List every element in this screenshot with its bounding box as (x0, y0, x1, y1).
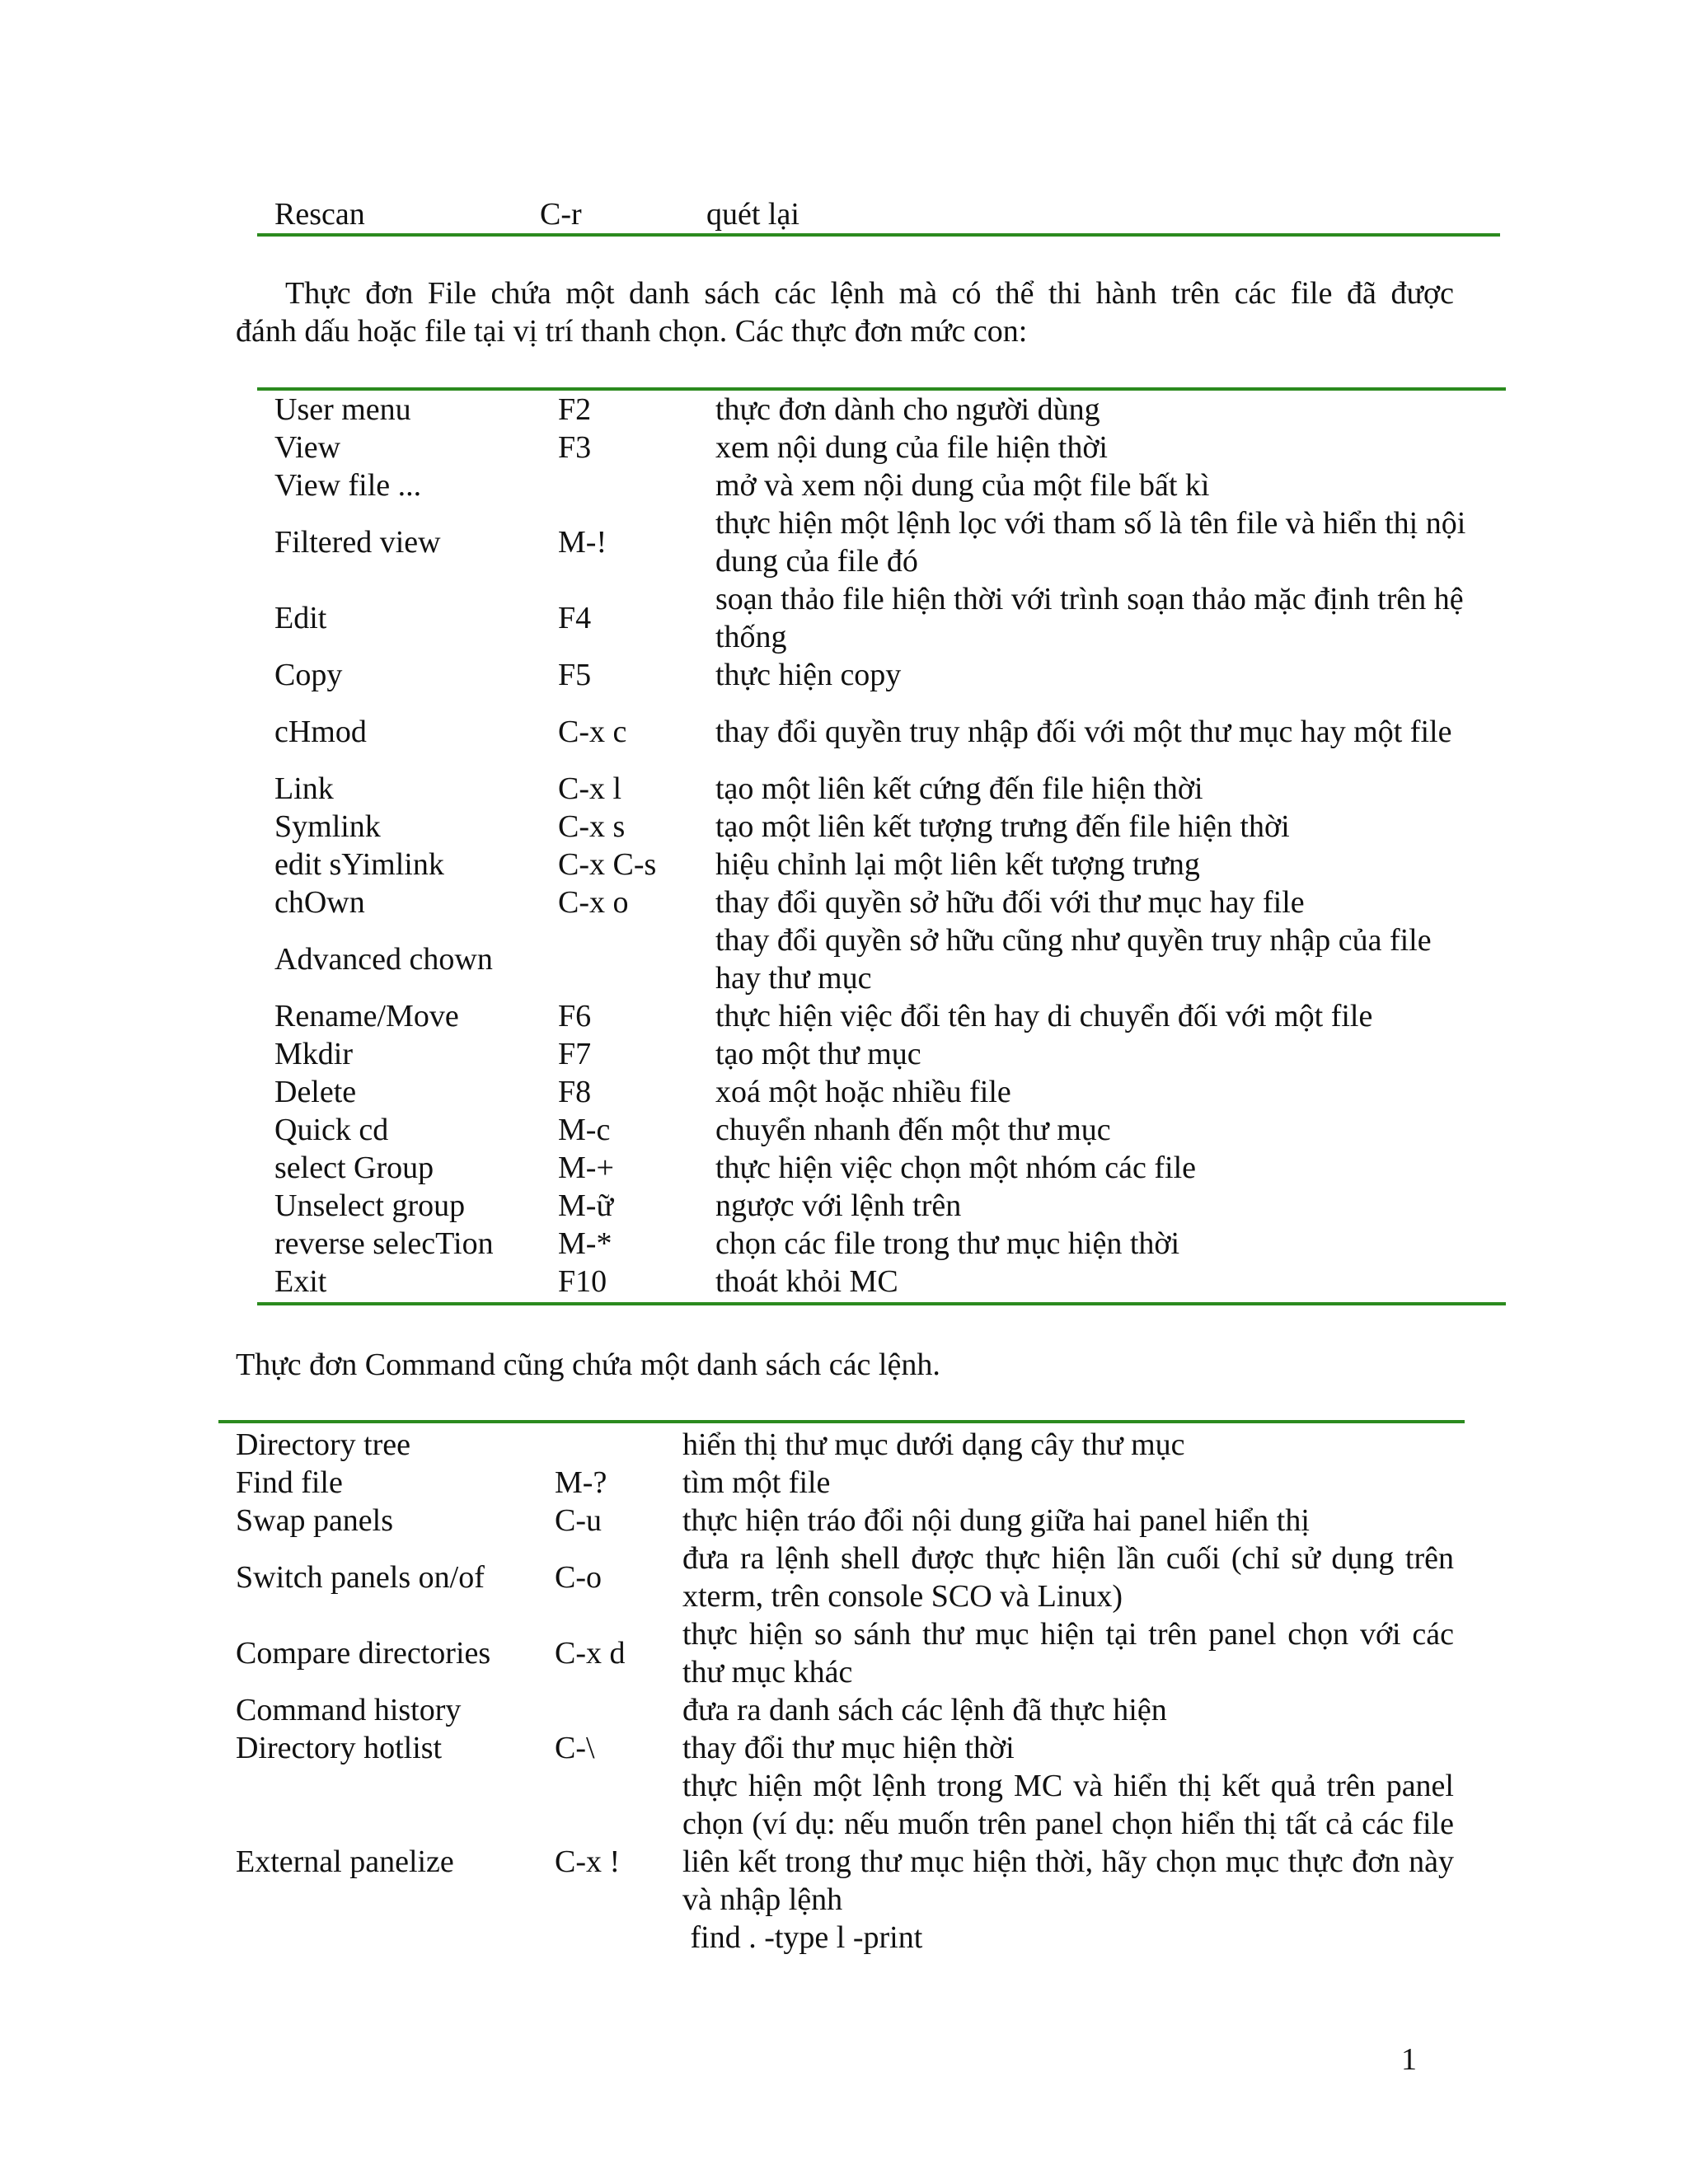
description-text: thực đơn dành cho người dùng (715, 392, 1100, 427)
description-text: soạn thảo file hiện thời với trình soạn thảo mặc định trên hệ thống (715, 582, 1464, 654)
command-description (715, 580, 1470, 656)
shortcut-key: C-x s (558, 809, 626, 844)
command-name: Compare directories (236, 1636, 491, 1671)
table-row (274, 1263, 1470, 1301)
table-row (274, 504, 1470, 580)
shortcut-key: M-c (558, 1113, 611, 1147)
shortcut-key: C-x ! (555, 1844, 621, 1879)
shortcut-key: C-x c (558, 715, 627, 749)
description-text: thay đổi thư mục hiện thời (682, 1731, 1015, 1765)
rescan-row (274, 194, 1494, 234)
file-menu-table (274, 391, 1470, 1301)
description-text: tìm một file (682, 1465, 831, 1500)
table-row (274, 391, 1470, 429)
command-description (682, 1615, 1454, 1691)
command-name: Filtered view (274, 525, 441, 560)
command-name: Edit (274, 601, 327, 635)
description-text: thực hiện so sánh thư mục hiện tại trên panel chọn với các thư mục khác (682, 1617, 1454, 1690)
table-row (274, 1149, 1470, 1187)
table-row (236, 1729, 1454, 1767)
table-row (274, 656, 1470, 694)
shortcut-key: C-x d (555, 1636, 626, 1671)
command-description (682, 1426, 1454, 1464)
command-name: View file ... (274, 468, 422, 503)
command-name: Quick cd (274, 1113, 389, 1147)
command-description (715, 1187, 1470, 1225)
shortcut-key: M-* (558, 1226, 612, 1261)
rescan-key: C-r (540, 197, 582, 232)
command-name: External panelize (236, 1844, 454, 1879)
table-row (274, 997, 1470, 1035)
command-description (715, 808, 1470, 846)
shortcut-key: F2 (558, 392, 592, 427)
command-description (715, 1149, 1470, 1187)
description-text: chọn các file trong thư mục hiện thời (715, 1226, 1180, 1261)
description-text: mở và xem nội dung của một file bất kì (715, 468, 1210, 503)
table-row (274, 1187, 1470, 1225)
table-row (274, 1111, 1470, 1149)
page-number: 1 (1401, 2042, 1417, 2077)
command-description (715, 1035, 1470, 1073)
shortcut-key: F4 (558, 601, 592, 635)
command-name: Delete (274, 1075, 357, 1109)
description-text: đưa ra danh sách các lệnh đã thực hiện (682, 1693, 1167, 1727)
table-row (274, 1035, 1470, 1073)
command-description (715, 883, 1470, 921)
rule-file-table-bottom (257, 1302, 1506, 1305)
description-text: thực hiện copy (715, 658, 902, 692)
shortcut-key: F6 (558, 999, 592, 1033)
table-row (274, 883, 1470, 921)
command-name: Find file (236, 1465, 343, 1500)
description-text: đưa ra lệnh shell được thực hiện lần cuối (chỉ sử dụng trên xterm, trên console SCO và Linux) (682, 1541, 1454, 1614)
description-text: xoá một hoặc nhiều file (715, 1075, 1011, 1109)
table-row (236, 1540, 1454, 1615)
table-row (274, 694, 1470, 770)
table-row (274, 846, 1470, 883)
command-name: Exit (274, 1264, 327, 1299)
shortcut-key: M-? (555, 1465, 607, 1500)
description-text: tạo một liên kết cứng đến file hiện thời (715, 771, 1203, 806)
command-description (682, 1767, 1454, 1957)
command-description (715, 846, 1470, 883)
description-text: thay đổi quyền sở hữu đối với thư mục hay file (715, 885, 1305, 920)
description-text: thực hiện tráo đổi nội dung giữa hai panel hiển thị (682, 1503, 1310, 1538)
command-menu-intro: Thực đơn Command cũng chứa một danh sách các lệnh. (236, 1347, 940, 1382)
file-menu-intro-line1: Thực đơn File chứa một danh sách các lệnh mà có thể thi hành trên các file đã được (285, 276, 1454, 311)
description-text: thực hiện việc chọn một nhóm các file (715, 1151, 1197, 1185)
command-name: Rename/Move (274, 999, 459, 1033)
command-name: Symlink (274, 809, 381, 844)
table-row (236, 1426, 1454, 1464)
command-name: Directory tree (236, 1427, 411, 1462)
command-name: User menu (274, 392, 411, 427)
shortcut-key: M-ữ (558, 1188, 614, 1223)
command-description (682, 1729, 1454, 1767)
shortcut-key: F7 (558, 1037, 592, 1071)
command-description (715, 1073, 1470, 1111)
table-row (236, 1502, 1454, 1540)
table-row (274, 921, 1470, 997)
command-name: Switch panels on/of (236, 1560, 485, 1595)
table-row (274, 580, 1470, 656)
description-text: tạo một thư mục (715, 1037, 921, 1071)
table-row (274, 1225, 1470, 1263)
command-description (715, 997, 1470, 1035)
description-text: hiệu chỉnh lại một liên kết tượng trưng (715, 847, 1200, 882)
command-description (715, 656, 1470, 694)
command-name: cHmod (274, 715, 367, 749)
rescan-desc: quét lại (706, 197, 799, 232)
shortcut-key: C-x o (558, 885, 629, 920)
command-description (682, 1464, 1454, 1502)
command-menu-table (236, 1426, 1454, 1957)
table-row (274, 429, 1470, 466)
table-row (236, 1615, 1454, 1691)
command-name: chOwn (274, 885, 365, 920)
command-name: Advanced chown (274, 942, 493, 977)
command-name: Directory hotlist (236, 1731, 443, 1765)
description-text: tạo một liên kết tượng trưng đến file hiện thời (715, 809, 1290, 844)
shortcut-key: F3 (558, 430, 592, 465)
shortcut-key: F5 (558, 658, 592, 692)
shortcut-key: F10 (558, 1264, 607, 1299)
table-row (274, 1073, 1470, 1111)
example-command: find . -type l -print (682, 1920, 923, 1955)
description-text: thay đổi quyền truy nhập đối với một thư mục hay một file (715, 715, 1452, 749)
command-description (715, 504, 1470, 580)
command-description (715, 429, 1470, 466)
command-description (715, 1225, 1470, 1263)
command-name: select Group (274, 1151, 434, 1185)
command-description (682, 1540, 1454, 1615)
rule-under-rescan (257, 233, 1500, 237)
command-description (682, 1691, 1454, 1729)
command-name: Mkdir (274, 1037, 353, 1071)
command-description (682, 1502, 1454, 1540)
table-row (236, 1464, 1454, 1502)
command-description (715, 1111, 1470, 1149)
command-name: Copy (274, 658, 343, 692)
command-name: Link (274, 771, 334, 806)
description-text: thực hiện một lệnh lọc với tham số là tên file và hiển thị nội dung của file đó (715, 506, 1466, 579)
shortcut-key: C-x l (558, 771, 622, 806)
shortcut-key: M-+ (558, 1151, 614, 1185)
table-row (274, 770, 1470, 808)
command-name: reverse selecTion (274, 1226, 494, 1261)
command-description (715, 391, 1470, 429)
rescan-name: Rescan (274, 197, 365, 232)
command-description (715, 921, 1470, 997)
command-description (715, 1263, 1470, 1301)
description-text: hiển thị thư mục dưới dạng cây thư mục (682, 1427, 1185, 1462)
command-name: Unselect group (274, 1188, 466, 1223)
description-text: thực hiện việc đổi tên hay di chuyển đối với một file (715, 999, 1373, 1033)
command-description (715, 466, 1470, 504)
table-row (274, 808, 1470, 846)
shortcut-key: M-! (558, 525, 607, 560)
shortcut-key: F8 (558, 1075, 592, 1109)
description-text: thực hiện một lệnh trong MC và hiển thị kết quả trên panel chọn (ví dụ: nếu muốn trên panel chọn hiển thị tất cả các file liên kết trong thư mục hiện thời, hãy chọn mục thực đơn này và nhập lệnh (682, 1769, 1454, 1917)
command-name: View (274, 430, 341, 465)
description-text: xem nội dung của file hiện thời (715, 430, 1108, 465)
shortcut-key: C-u (555, 1503, 602, 1538)
table-row (236, 1691, 1454, 1729)
command-description (715, 713, 1470, 751)
table-row (274, 466, 1470, 504)
shortcut-key: C-\ (555, 1731, 595, 1765)
command-name: Swap panels (236, 1503, 394, 1538)
rule-command-table-top (218, 1420, 1465, 1423)
description-text: chuyển nhanh đến một thư mục (715, 1113, 1111, 1147)
shortcut-key: C-x C-s (558, 847, 657, 882)
description-text: ngược với lệnh trên (715, 1188, 962, 1223)
description-text: thay đổi quyền sở hữu cũng như quyền truy nhập của file hay thư mục (715, 923, 1432, 996)
description-text: thoát khỏi MC (715, 1264, 898, 1299)
file-menu-intro (236, 274, 1454, 350)
table-row (236, 1767, 1454, 1957)
command-name: Command history (236, 1693, 462, 1727)
shortcut-key: C-o (555, 1560, 602, 1595)
command-name: edit sYimlink (274, 847, 444, 882)
command-description (715, 770, 1470, 808)
file-menu-intro-line2: đánh dấu hoặc file tại vị trí thanh chọn. Các thực đơn mức con: (236, 314, 1028, 349)
